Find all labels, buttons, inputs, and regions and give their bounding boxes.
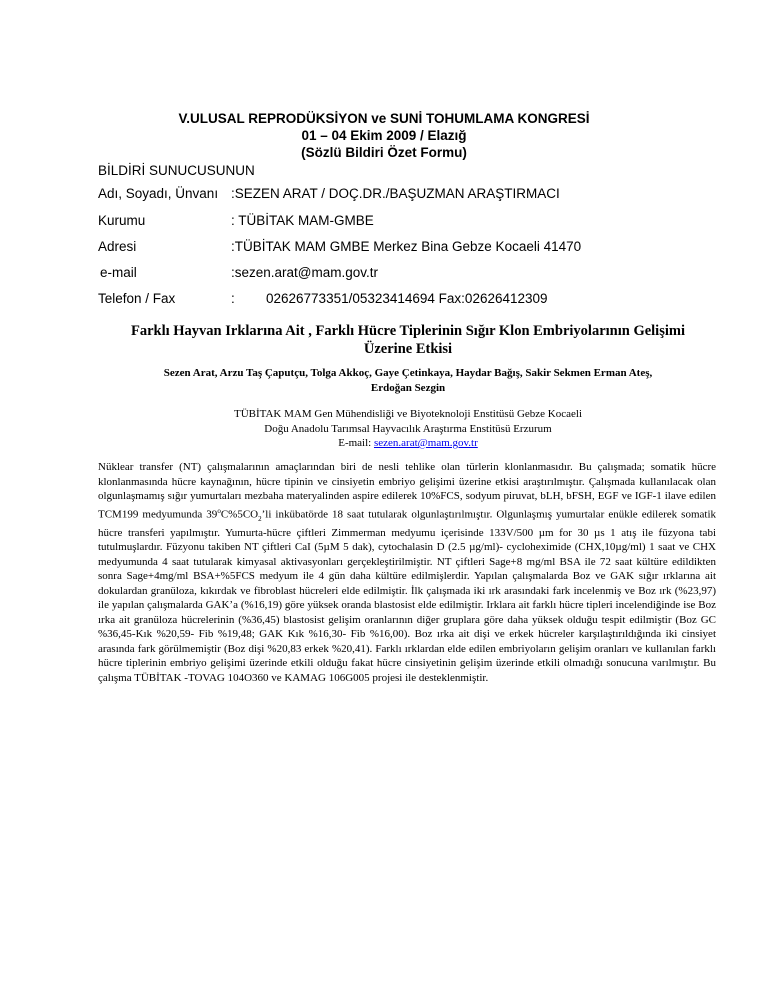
abstract-part: ’li inkübatörde 18 saat tutularak olgunlaştırılmıştır. Olgunlaşmış yumurtalar enükle edilerek somatik hücre transferi yapılmıştır. Yumurta-hücre çiftleri Zimmerman medyumu içerisinde 133V/500 µm for 30 µs 1 atış ile füzyona tabi tutulmuşlardır. Füzyonu takiben NT çiftleri CaI (5µM 5 dak), cytochalasin D (2.5 µg/ml)- cycloheximide (CHX,10µg/ml) 1 saat ve CHX medyumunda 4 saat tutularak kimyasal aktivasyonları gerçekleştirilmiştir. NT çiftleri Sage+8 mg/ml BSA ile 72 saat kültüre edildikten sonra Sage+4mg/ml BSA+%5FCS medyum ile 4 gün daha kültüre edilmişlerdir. Yapılan çalışmalarda Boz ve GAK sığır ırklarına ait dokulardan granüloza, kıkırdak ve fibroblast hücreleri elde edilmiştir. İlk çalışmada iki ırk arasındaki fark incelenmiş ve Boz ırk (%23,97) ile yapılan çalışmalarda GAK’a (%16,19) göre yüksek oranda blastosist elde edilmiştir. Irklara ait farklı hücre tipleri incelendiğinde ise Boz ırka ait granüloza hücrelerinin (%36,45) blastosist gelişim oranlarının diğer gruplara göre daha yüksek olduğu tespit edilmiştir (Boz GC %36,45-Kık %20,59- Fib %19,48; GAK Kık %16,30- Fib %16,00). Boz ırka ait dişi ve erkek hücreler karşılaştırıldığında iki cinsiyet arasında fark görülmemiştir (Boz dişi %20,83 erkek %20,41). Farklı ırklardan elde edilen embriyoların gelişim oranları ve kullanılan farklı hücre tiplerinin embriyo gelişimi üzerinde etkili olduğu fakat hücre cinsiyetinin gelişim üzerinde etkili olmadığı sonucuna varılmıştır. Bu çalışma TÜBİTAK -TOVAG 104O360 ve KAMAG 106G005 projesi ile desteklenmiştir. <box>98 508 716 684</box>
author-line: Erdoğan Sezgin <box>370 382 446 394</box>
author-list <box>98 366 718 396</box>
presenter-heading: BİLDİRİ SUNUCUSUNUN <box>98 163 255 178</box>
email-value: :sezen.arat@mam.gov.tr <box>231 265 379 280</box>
paper-title <box>98 322 718 358</box>
congress-dates: 01 – 04 Ekim 2009 / Elazığ <box>301 128 467 143</box>
address-label: Adresi <box>98 239 137 254</box>
email-link[interactable]: sezen.arat@mam.gov.tr <box>373 437 478 449</box>
institution-value: : TÜBİTAK MAM-GMBE <box>231 213 374 228</box>
form-type: (Sözlü Bildiri Özet Formu) <box>301 145 467 160</box>
paper-title-line: Üzerine Etkisi <box>363 341 453 357</box>
name-label: Adı, Soyadı, Ünvanı <box>98 186 219 201</box>
degree-superscript: o <box>217 506 221 515</box>
paper-title-line: Farklı Hayvan Irklarına Ait , Farklı Hücre Tiplerinin Sığır Klon Embriyolarının Gelişimi <box>130 323 685 339</box>
abstract-part: Nüklear transfer (NT) çalışmalarının amaçlarından biri de nesli tehlike olan türlerin klonlanmasıdır. Bu çalışmada; somatik hücre klonlanmasında hücre kaynağının, hücre tipinin ve cinsiyetin embriyo gelişimi üzerine etkisi araştırılmıştır. Çalışmada kullanılacak olan olgunlaşmamış sığır yumurtaları mezbaha materyalinden aspire edilerek 10%FCS, sodyum piruvat, bLH, bFSH, EGF ve IGF-1 ilave edilen TCM199 medyumunda 39 <box>98 461 716 521</box>
co2-subscript: 2 <box>258 514 262 523</box>
author-line: Sezen Arat, Arzu Taş Çaputçu, Tolga Akkoç, Gaye Çetinkaya, Haydar Bağış, Sakir Sekmen Erman Ateş, <box>163 367 653 379</box>
abstract-part: C%5CO <box>220 508 259 521</box>
name-value: :SEZEN ARAT / DOÇ.DR./BAŞUZMAN ARAŞTIRMACI <box>231 186 560 201</box>
phone-separator: : <box>231 291 235 306</box>
institution-label: Kurumu <box>98 213 146 228</box>
abstract-text <box>98 460 716 685</box>
contact-email <box>98 436 718 451</box>
address-value: :TÜBİTAK MAM GMBE Merkez Bina Gebze Kocaeli 41470 <box>231 239 582 254</box>
affiliation-line: Doğu Anadolu Tarımsal Hayvacılık Araştırma Enstitüsü Erzurum <box>264 422 552 435</box>
email-label: e-mail <box>100 265 137 280</box>
email-prefix: E-mail: <box>338 437 374 449</box>
affiliation-line: TÜBİTAK MAM Gen Mühendisliği ve Biyoteknoloji Enstitüsü Gebze Kocaeli <box>233 408 582 420</box>
phone-label: Telefon / Fax <box>98 291 176 306</box>
phone-value: 02626773351/05323414694 Fax:02626412309 <box>266 291 548 306</box>
congress-title: V.ULUSAL REPRODÜKSİYON ve SUNİ TOHUMLAMA KONGRESİ <box>178 111 590 126</box>
affiliations <box>98 407 718 451</box>
